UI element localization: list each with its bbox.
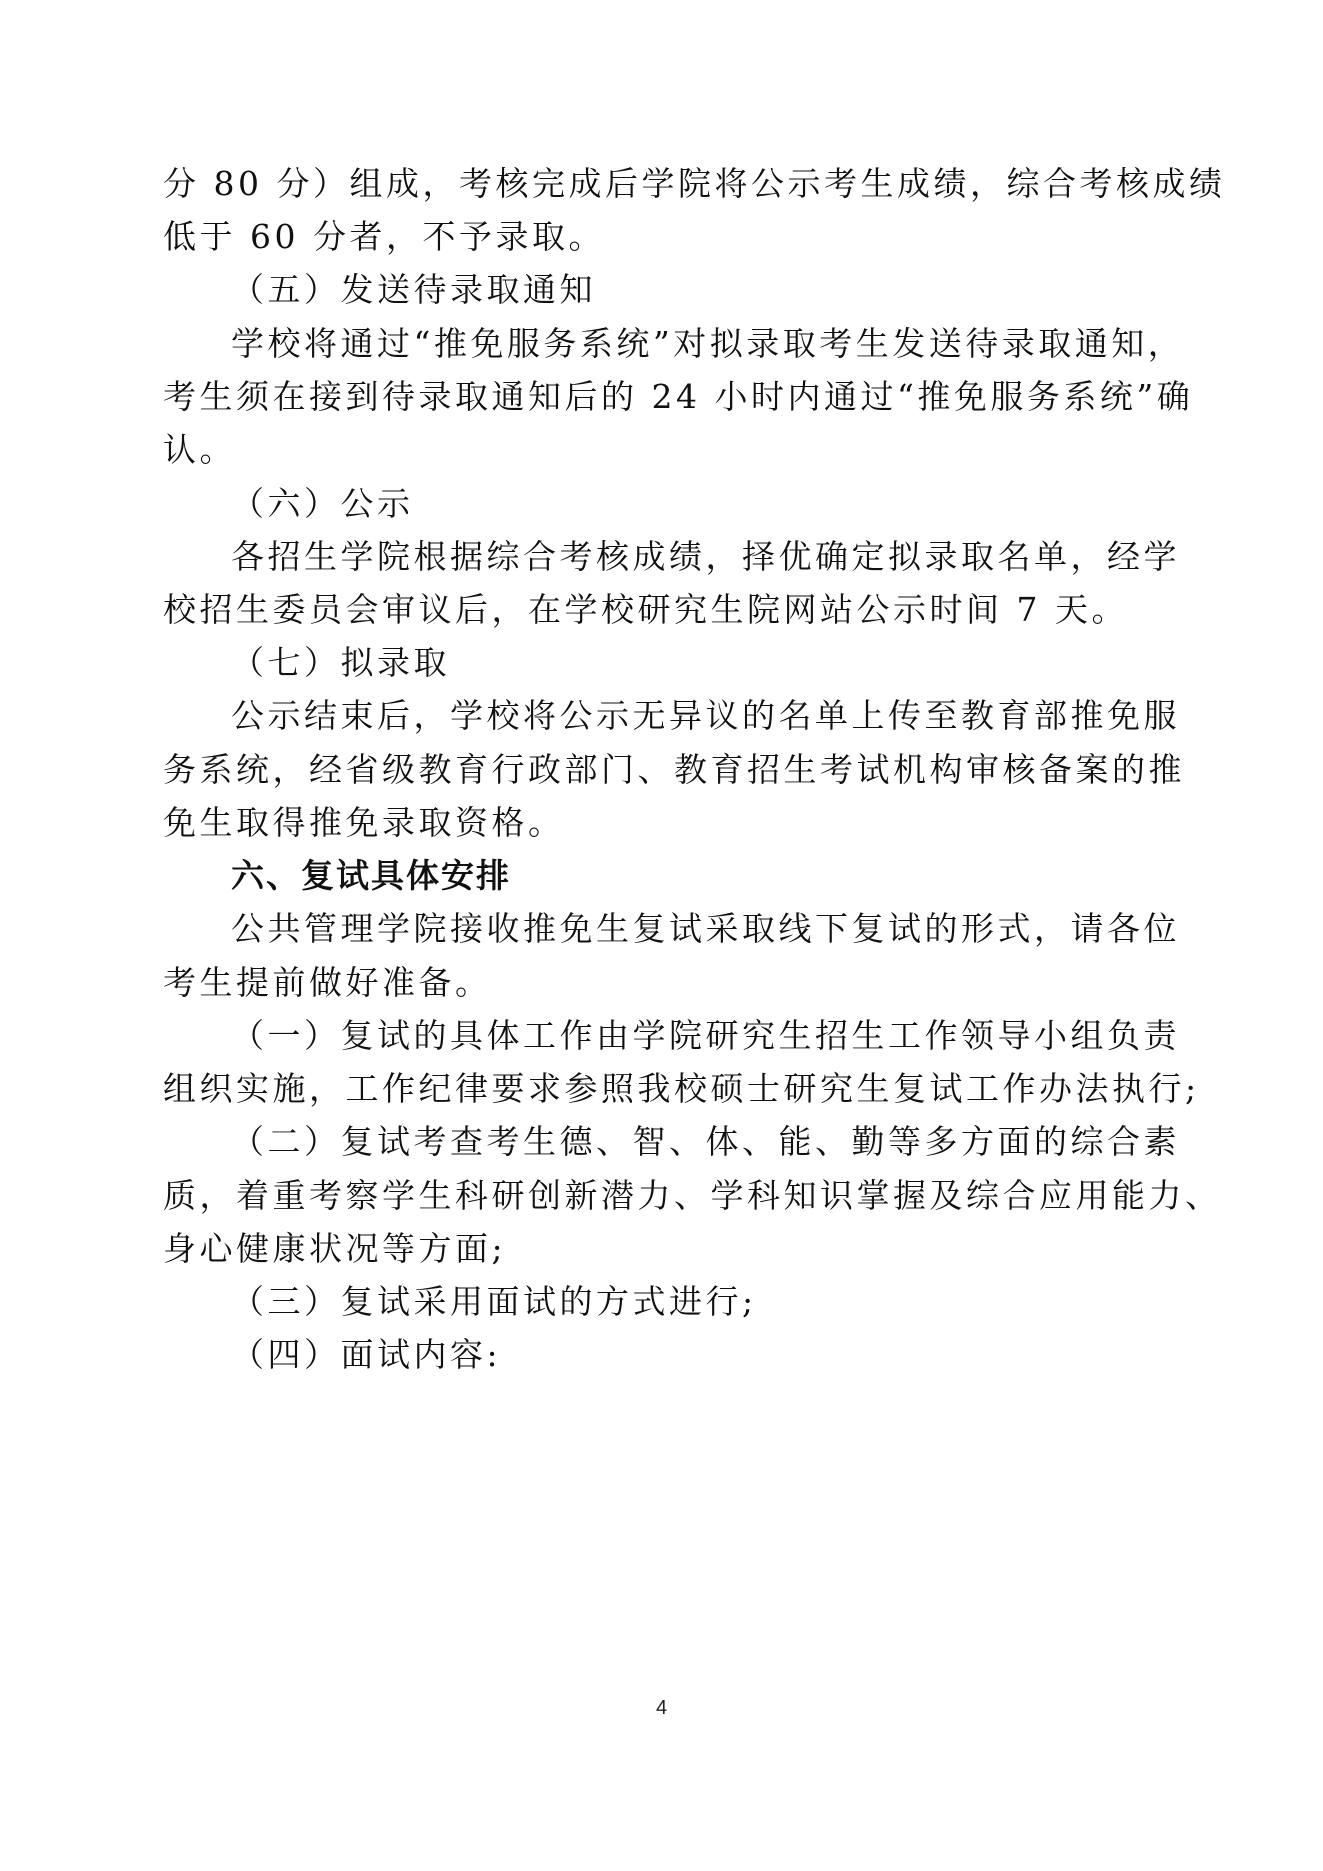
subsection-heading: （七）拟录取	[231, 643, 450, 682]
body-text-line: 质，着重考察学生科研创新潜力、学科知识掌握及综合应用能力、	[163, 1176, 1222, 1215]
body-text-line: 学校将通过“推免服务系统”对拟录取考生发送待录取通知，	[231, 324, 1185, 363]
body-text-line: 公示结束后，学校将公示无异议的名单上传至教育部推免服	[231, 696, 1180, 735]
subsection-heading: （五）发送待录取通知	[231, 270, 596, 309]
body-text-line: 低于 60 分者，不予录取。	[163, 217, 605, 256]
body-text-line: 务系统，经省级教育行政部门、教育招生考试机构审核备案的推	[163, 750, 1185, 789]
body-text-line: （一）复试的具体工作由学院研究生招生工作领导小组负责	[231, 1016, 1180, 1055]
body-text-line: 分 80 分）组成，考核完成后学院将公示考生成绩，综合考核成绩	[163, 164, 1226, 203]
body-text-line: （三）复试采用面试的方式进行;	[231, 1282, 757, 1321]
body-text-line: 考生须在接到待录取通知后的 24 小时内通过“推免服务系统”确	[163, 377, 1194, 416]
body-text-line: 考生提前做好准备。	[163, 963, 492, 1002]
body-text-line: （四）面试内容:	[231, 1335, 502, 1374]
body-text-line: 各招生学院根据综合考核成绩，择优确定拟录取名单，经学	[231, 537, 1180, 576]
body-text-line: 身心健康状况等方面;	[163, 1229, 507, 1268]
body-text-line: （二）复试考查考生德、智、体、能、勤等多方面的综合素	[231, 1122, 1180, 1161]
section-heading: 六、复试具体安排	[231, 856, 511, 895]
body-text-line: 校招生委员会审议后，在学校研究生院网站公示时间 7 天。	[163, 590, 1128, 629]
subsection-heading: （六）公示	[231, 484, 414, 523]
body-text-line: 组织实施，工作纪律要求参照我校硕士研究生复试工作办法执行;	[163, 1069, 1200, 1108]
body-text-line: 认。	[163, 430, 236, 469]
body-text-line: 公共管理学院接收推免生复试采取线下复试的形式，请各位	[231, 909, 1180, 948]
page-number: 4	[655, 1697, 668, 1719]
body-text-line: 免生取得推免录取资格。	[163, 803, 565, 842]
